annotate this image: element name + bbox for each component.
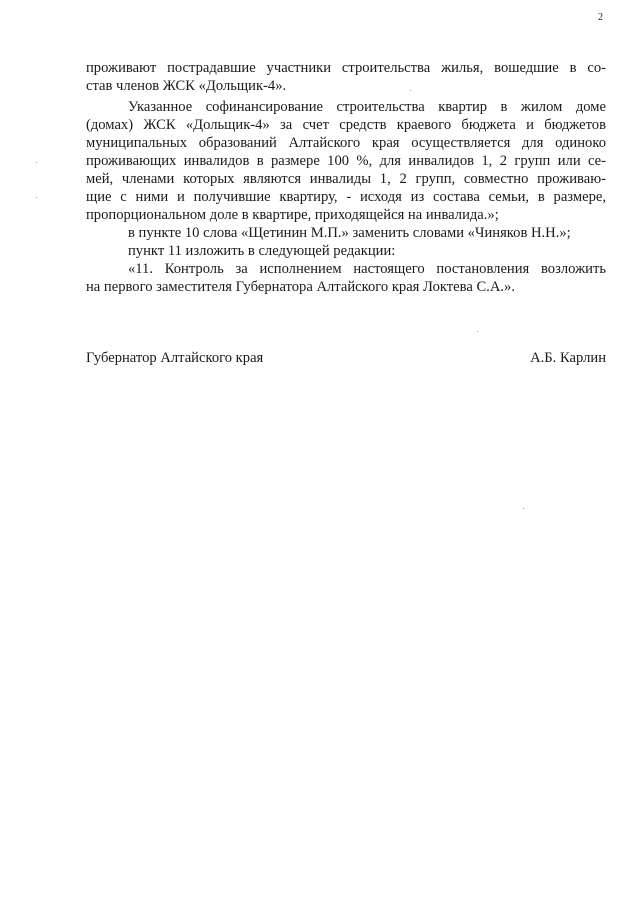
text-line: пропорциональном доле в квартире, приходящейся на инвалида.»; [86,207,499,223]
signatory-position: Губернатор Алтайского края [86,350,264,366]
text-line: на первого заместителя Губернатора Алтайского края Локтева С.А.». [86,279,515,295]
text-line: пункт 11 изложить в следующей редакции: [128,243,396,259]
text-line: в пункте 10 слова «Щетинин М.П.» заменить словами «Чиняков Н.Н.»; [128,225,571,241]
page-number: 2 [598,12,603,23]
text-line: «11. Контроль за исполнением настоящего постановления возложить [128,261,606,277]
text-line: мей, членами которых являются инвалиды 1, 2 групп, совместно проживаю- [86,171,606,187]
scan-speck [523,508,524,509]
text-line: (домах) ЖСК «Дольщик-4» за счет средств краевого бюджета и бюджетов [86,117,606,133]
document-body [86,59,606,296]
signatory-name: А.Б. Карлин [530,350,606,366]
scan-speck [477,331,478,332]
scan-speck [36,162,37,163]
text-line: проживают пострадавшие участники строительства жилья, вошедшие в со- [86,60,606,76]
text-line: став членов ЖСК «Дольщик-4». [86,78,287,94]
text-line: проживающих инвалидов в размере 100 %, для инвалидов 1, 2 групп или се- [86,153,606,169]
signature-block [86,349,606,367]
text-line: щие с ними и получившие квартиру, - исходя из состава семьи, в размере, [86,189,606,205]
text-line: муниципальных образований Алтайского края осуществляется для одиноко [86,135,606,151]
text-line: Указанное софинансирование строительства квартир в жилом доме [128,99,606,115]
scan-speck [410,90,411,91]
scan-speck [36,197,37,198]
